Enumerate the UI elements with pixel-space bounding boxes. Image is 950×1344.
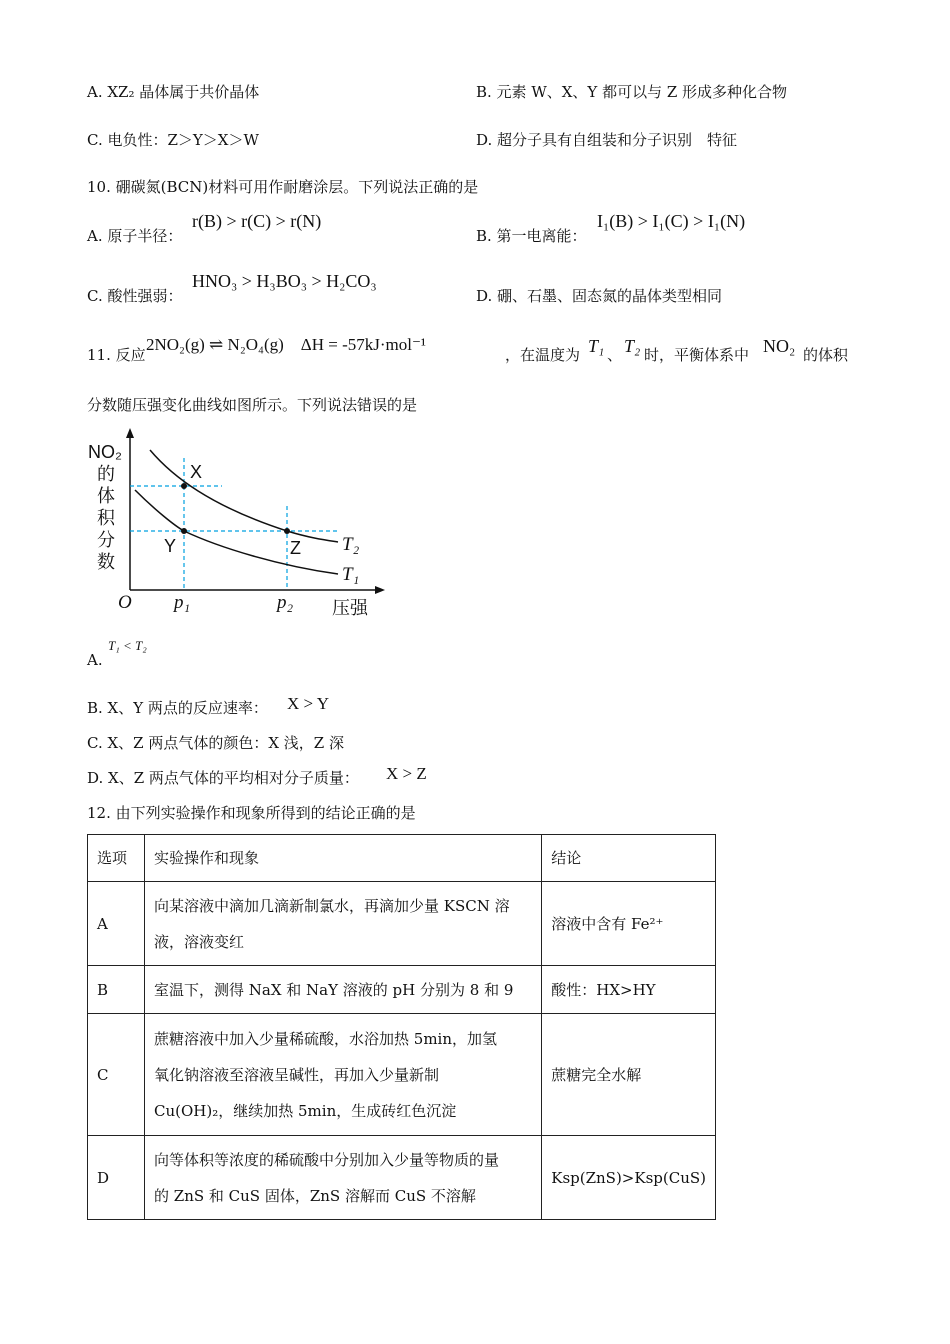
q10-option-a-label: A. 原子半径：	[87, 227, 183, 245]
x-tick-p2: p₂	[277, 592, 294, 613]
q11-stem-mid2: 时，平衡体系中	[644, 346, 750, 364]
q9-option-a: A. XZ₂ 晶体属于共价晶体	[87, 83, 260, 101]
q11-option-d-label: D. X、Z 两点气体的平均相对分子质量：	[87, 769, 359, 787]
q10-stem: 10. 硼碳氮(BCN)材料可用作耐磨涂层。下列说法正确的是	[87, 178, 479, 196]
chart-ylabel-no2: NO₂	[88, 442, 122, 462]
series-t1-label: T₁	[342, 564, 360, 585]
row-b-op-line1: 室温下，测得 NaX 和 NaY 溶液的 pH 分别为 8 和 9	[154, 980, 514, 999]
header-option: 选项	[88, 835, 145, 882]
point-x	[181, 483, 187, 489]
header-operation: 实验操作和现象	[145, 835, 542, 882]
q11-stem-prefix: 11. 反应	[87, 346, 146, 364]
header-conclusion: 结论	[542, 835, 716, 882]
q10-option-a-formula: r(B) > r(C) > r(N)	[192, 211, 322, 231]
q9-option-b: B. 元素 W、X、Y 都可以与 Z 形成多种化合物	[476, 83, 788, 101]
point-z	[284, 528, 290, 534]
chart-ylabel-char: 数	[97, 552, 115, 573]
chart-xlabel: 压强	[332, 598, 368, 619]
row-a-option: A	[88, 882, 145, 966]
point-x-label: X	[190, 462, 203, 482]
chart-ylabel-char: 的	[97, 464, 115, 485]
row-c-op-line2: 氧化钠溶液至溶液呈碱性，再加入少量新制	[154, 1065, 440, 1084]
chart-ylabel-chars	[97, 464, 116, 573]
q11-option-a-label: A.	[87, 651, 103, 669]
row-c-operation	[145, 1014, 542, 1136]
q11-graph	[80, 428, 390, 623]
q11-no2: NO₂	[763, 336, 796, 356]
q11-option-b-formula: X > Y	[287, 694, 330, 713]
q11-option-d-formula: X > Z	[386, 764, 427, 783]
q11-t1: T₁	[588, 336, 605, 356]
row-c-conclusion: 蔗糖完全水解	[542, 1014, 716, 1136]
q11-stem-mid1: ，在温度为	[505, 346, 581, 364]
q12-stem: 12. 由下列实验操作和现象所得到的结论正确的是	[87, 804, 416, 822]
table-row	[88, 1014, 716, 1136]
q12-table	[87, 834, 716, 1220]
point-y-label: Y	[164, 536, 177, 556]
q10-option-c-label: C. 酸性强弱：	[87, 287, 183, 305]
x-tick-p1: p₁	[174, 592, 191, 613]
q10-option-b-formula: I₁(B) > I₁(C) > I₁(N)	[597, 211, 746, 231]
row-c-op-line1: 蔗糖溶液中加入少量稀硫酸，水浴加热 5min，加氢	[154, 1029, 497, 1048]
row-d-operation	[145, 1136, 542, 1220]
row-d-op-line1: 向等体积等浓度的稀硫酸中分别加入少量等物质的量	[154, 1150, 500, 1169]
row-b-operation	[145, 966, 542, 1014]
point-y	[181, 528, 187, 534]
table-row	[88, 882, 716, 966]
q11-option-b-label: B. X、Y 两点的反应速率：	[87, 699, 268, 717]
q9-option-d: D. 超分子具有自组装和分子识别 特征	[476, 131, 738, 149]
q11-sep: 、	[607, 346, 623, 364]
row-c-op-line3: Cu(OH)₂，继续加热 5min，生成砖红色沉淀	[154, 1101, 457, 1120]
row-a-conclusion: 溶液中含有 Fe²⁺	[542, 882, 716, 966]
chart-ylabel-char: 分	[97, 530, 115, 551]
q11-stem-end: 的体积	[803, 346, 849, 364]
table-row	[88, 1136, 716, 1220]
row-d-option: D	[88, 1136, 145, 1220]
q11-reaction: 2NO₂(g) ⇌ N₂O₄(g) ΔH = -57kJ·mol⁻¹	[146, 335, 427, 354]
q10-option-b-label: B. 第一电离能：	[476, 227, 587, 245]
row-c-option: C	[88, 1014, 145, 1136]
row-d-op-line2: 的 ZnS 和 CuS 固体，ZnS 溶解而 CuS 不溶解	[154, 1186, 476, 1205]
table-row	[88, 966, 716, 1014]
q11-option-a-formula: T₁ < T₂	[108, 638, 147, 653]
curve-t1	[135, 490, 338, 574]
chart-x-arrow	[375, 586, 385, 594]
origin-label: O	[118, 592, 132, 613]
row-d-conclusion: Ksp(ZnS)>Ksp(CuS)	[542, 1136, 716, 1220]
row-b-option: B	[88, 966, 145, 1014]
chart-ylabel-char: 体	[97, 486, 115, 507]
chart-y-arrow	[126, 428, 134, 438]
q11-option-c: C. X、Z 两点气体的颜色：X 浅，Z 深	[87, 734, 344, 752]
q10-option-c-formula: HNO₃ > H₃BO₃ > H₂CO₃	[192, 271, 377, 291]
q10-option-d: D. 硼、石墨、固态氮的晶体类型相同	[476, 287, 723, 305]
point-z-label: Z	[290, 538, 301, 558]
row-b-conclusion: 酸性：HX>HY	[542, 966, 716, 1014]
row-a-op-line1: 向某溶液中滴加几滴新制氯水，再滴加少量 KSCN 溶	[154, 896, 510, 915]
chart-ylabel-char: 积	[97, 508, 115, 529]
q9-option-c: C. 电负性：Z＞Y＞X＞W	[87, 131, 259, 149]
q11-t2: T₂	[624, 336, 641, 356]
series-t2-label: T₂	[342, 534, 360, 555]
table-header-row	[88, 835, 716, 882]
row-a-op-line2: 液，溶液变红	[154, 932, 245, 951]
q11-stem-line2: 分数随压强变化曲线如图所示。下列说法错误的是	[87, 396, 418, 414]
row-a-operation	[145, 882, 542, 966]
